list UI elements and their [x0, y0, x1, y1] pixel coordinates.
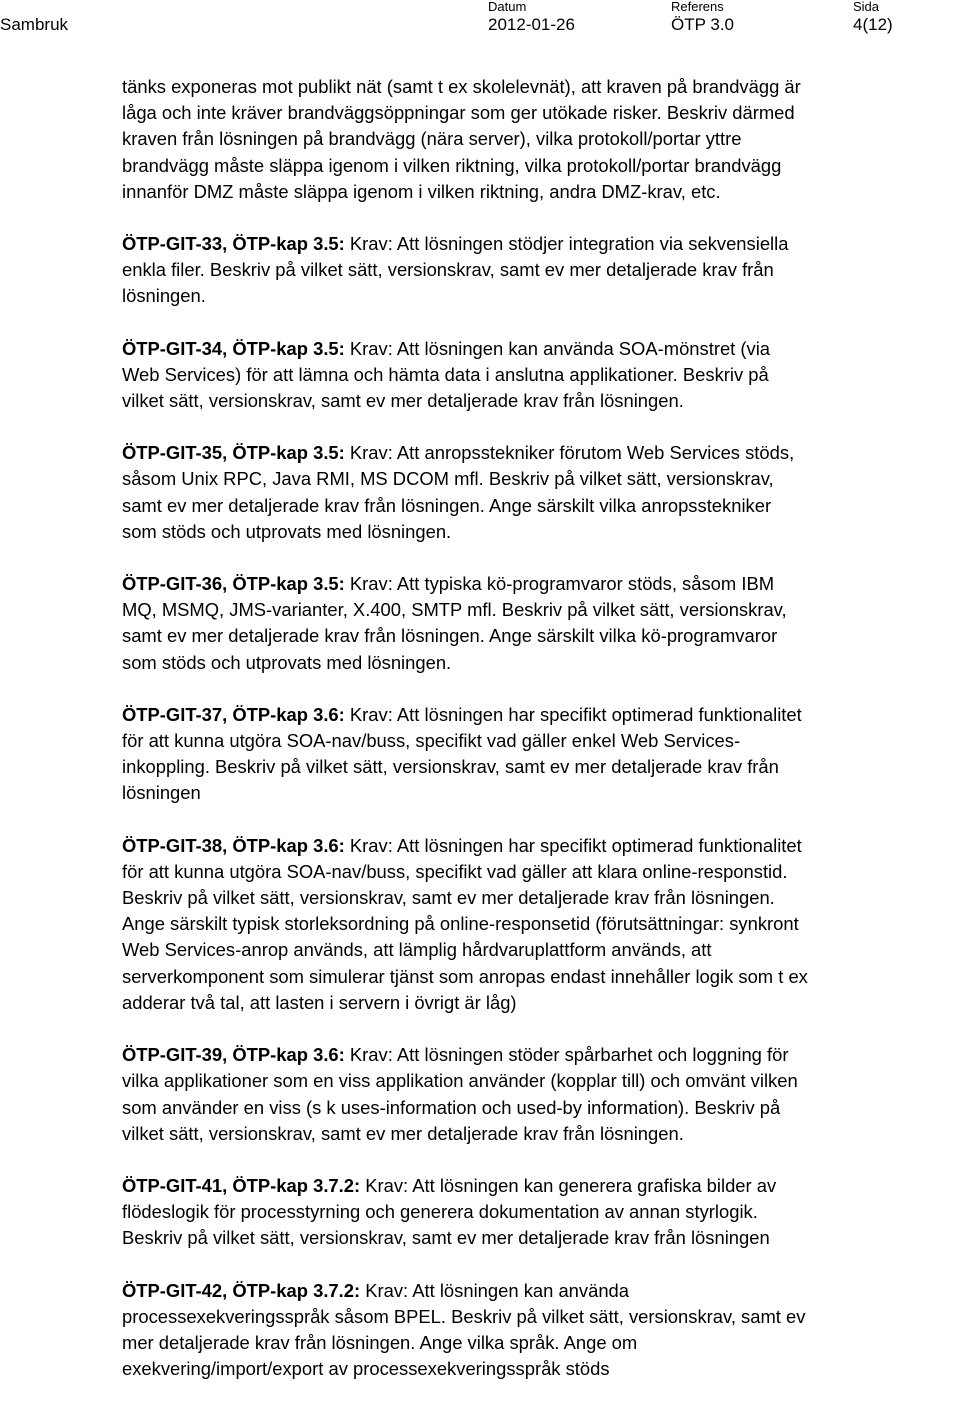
requirement-git-35	[122, 440, 960, 545]
document-body	[122, 74, 960, 1408]
requirement-text: Krav: Att anropsstekniker förutom Web Services stöds,	[344, 442, 795, 464]
requirement-line: Web Services) för att lämna och hämta data i anslutna applikationer. Beskriv på	[122, 363, 769, 385]
page-label: Sida	[853, 0, 880, 14]
date-label: Datum	[488, 0, 527, 14]
intro-paragraph	[122, 74, 960, 205]
requirement-id: ÖTP-GIT-41, ÖTP-kap 3.7.2:	[122, 1174, 361, 1196]
requirement-id: ÖTP-GIT-34, ÖTP-kap 3.5:	[122, 337, 345, 359]
requirement-id: ÖTP-GIT-38, ÖTP-kap 3.6:	[122, 834, 345, 856]
requirement-text: Krav: Att lösningen kan generera grafiska bilder av	[360, 1174, 777, 1196]
requirement-git-37	[122, 702, 960, 807]
requirement-id: ÖTP-GIT-33, ÖTP-kap 3.5:	[122, 233, 345, 255]
requirement-git-34	[122, 336, 960, 415]
requirement-text: Krav: Att lösningen kan använda SOA-mönstret (via	[344, 337, 771, 359]
requirement-git-42	[122, 1278, 960, 1383]
date-column	[488, 0, 575, 36]
company-name: Sambruk	[0, 15, 69, 34]
requirement-line: som stöds och utprovats med lösningen.	[122, 520, 452, 542]
requirement-line: lösningen.	[122, 285, 206, 307]
requirement-line: mer detaljerade krav från lösningen. Ange vilka språk. Ange om	[122, 1331, 638, 1353]
requirement-line: MQ, MSMQ, JMS-varianter, X.400, SMTP mfl. Beskriv på vilket sätt, versionskrav,	[122, 599, 787, 621]
requirement-git-38	[122, 833, 960, 1016]
requirement-line: vilka applikationer som en viss applikation använder (kopplar till) och omvänt vilken	[122, 1070, 798, 1092]
reference-label: Referens	[671, 0, 724, 14]
intro-line: brandvägg måste släppa igenom i vilken riktning, vilka protokoll/portar brandvägg	[122, 154, 782, 176]
intro-line: tänks exponeras mot publikt nät (samt t ex skolelevnät), att kraven på brandvägg är	[122, 76, 801, 97]
requirement-line: exekvering/import/export av processexekveringsspråk stöds	[122, 1358, 610, 1380]
requirement-line: vilket sätt, versionskrav, samt ev mer detaljerade krav från lösningen.	[122, 1122, 684, 1144]
requirement-line: processexekveringsspråk såsom BPEL. Beskriv på vilket sätt, versionskrav, samt ev	[122, 1305, 806, 1327]
requirement-id: ÖTP-GIT-37, ÖTP-kap 3.6:	[122, 703, 345, 725]
requirement-line: Beskriv på vilket sätt, versionskrav, samt ev mer detaljerade krav från lösningen	[122, 1227, 770, 1249]
requirement-id: ÖTP-GIT-42, ÖTP-kap 3.7.2:	[122, 1279, 361, 1301]
intro-line: kraven från lösningen på brandvägg (nära server), vilka protokoll/portar yttre	[122, 128, 742, 150]
page-number: 4(12)	[853, 15, 893, 34]
requirement-line: som stöds och utprovats med lösningen.	[122, 651, 452, 673]
requirement-git-41	[122, 1173, 960, 1252]
requirement-line: Beskriv på vilket sätt, versionskrav, samt ev mer detaljerade krav från lösningen.	[122, 887, 775, 909]
requirement-line: serverkomponent som simulerar tjänst som anropas endast innehåller logik som t ex	[122, 965, 808, 987]
requirement-line: som använder en viss (s k uses-information och used-by information). Beskriv på	[122, 1096, 781, 1118]
requirement-text: Krav: Att lösningen har specifikt optimerad funktionalitet	[344, 834, 802, 856]
requirement-git-33	[122, 231, 960, 310]
requirement-line: samt ev mer detaljerade krav från lösningen. Ange särskilt vilka kö-programvaror	[122, 625, 778, 647]
requirement-id: ÖTP-GIT-36, ÖTP-kap 3.5:	[122, 573, 345, 595]
requirement-text: Krav: Att typiska kö-programvaror stöds, såsom IBM	[344, 573, 775, 595]
requirement-line: flödeslogik för processtyrning och generera dokumentation av annan styrlogik.	[122, 1201, 758, 1223]
requirement-id: ÖTP-GIT-39, ÖTP-kap 3.6:	[122, 1044, 345, 1066]
requirement-id: ÖTP-GIT-35, ÖTP-kap 3.5:	[122, 442, 345, 464]
requirement-line: Web Services-anrop används, att lämplig hårdvaruplattform används, att	[122, 939, 712, 961]
requirement-line: såsom Unix RPC, Java RMI, MS DCOM mfl. Beskriv på vilket sätt, versionskrav,	[122, 468, 774, 490]
reference-value: ÖTP 3.0	[671, 15, 734, 34]
requirement-line: adderar två tal, att lasten i servern i övrigt är låg)	[122, 991, 517, 1013]
intro-line: innanför DMZ måste släppa igenom i vilken riktning, andra DMZ-krav, etc.	[122, 180, 721, 202]
requirement-text: Krav: Att lösningen stödjer integration via sekvensiella	[344, 233, 789, 255]
requirement-line: Ange särskilt typisk storleksordning på online-responsetid (förutsättningar: synkront	[122, 913, 799, 935]
requirement-line: vilket sätt, versionskrav, samt ev mer detaljerade krav från lösningen.	[122, 390, 684, 412]
requirement-line: inkoppling. Beskriv på vilket sätt, versionskrav, samt ev mer detaljerade krav från	[122, 756, 779, 778]
requirement-line: samt ev mer detaljerade krav från lösningen. Ange särskilt vilka anropsstekniker	[122, 494, 772, 516]
requirement-git-36	[122, 571, 960, 676]
requirement-git-39	[122, 1042, 960, 1147]
requirement-line: enkla filer. Beskriv på vilket sätt, versionskrav, samt ev mer detaljerade krav från	[122, 259, 774, 281]
requirement-line: för att kunna utgöra SOA-nav/buss, specifikt vad gäller enkel Web Services-	[122, 730, 741, 752]
requirement-text: Krav: Att lösningen har specifikt optimerad funktionalitet	[344, 703, 802, 725]
page-column	[853, 0, 893, 36]
requirement-line: lösningen	[122, 782, 201, 804]
requirement-text: Krav: Att lösningen kan använda	[360, 1279, 630, 1301]
intro-line: låga och inte kräver brandväggsöppningar som ger utökade risker. Beskriv därmed	[122, 102, 795, 124]
page-header	[0, 0, 960, 40]
requirement-text: Krav: Att lösningen stöder spårbarhet och loggning för	[344, 1044, 789, 1066]
requirement-line: för att kunna utgöra SOA-nav/buss, specifikt vad gäller att klara online-responstid.	[122, 860, 788, 882]
date-value: 2012-01-26	[488, 15, 575, 34]
reference-column	[671, 0, 734, 36]
